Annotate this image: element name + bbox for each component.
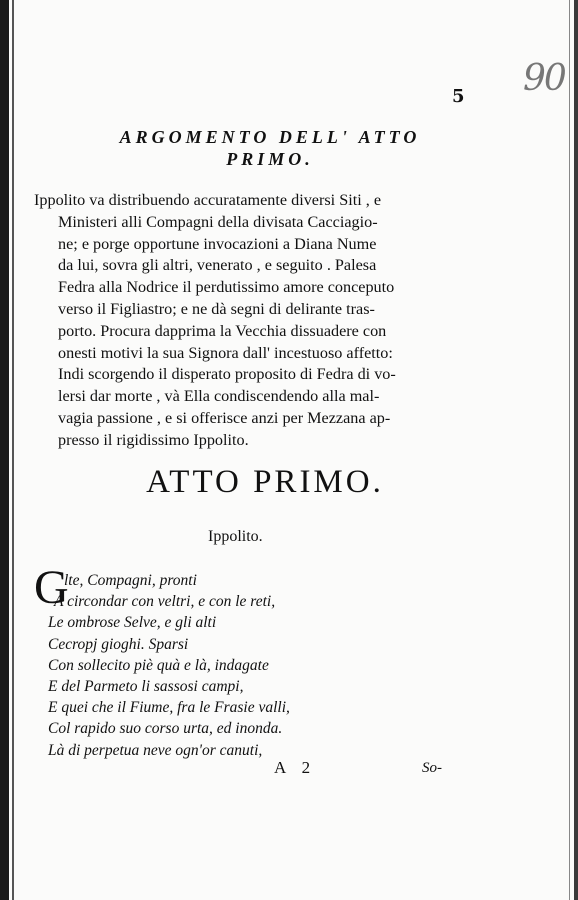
argument-line: verso il Figliastro; e ne dà segni di delirante tras- [58, 299, 375, 318]
verse-line: lte, Compagni, pronti [64, 572, 197, 589]
gutter-line [12, 0, 14, 900]
argument-line: vagia passione , e si offerisce anzi per Mezzana ap- [58, 408, 391, 427]
verse-line: Cecropj gioghi. Sparsi [48, 635, 189, 653]
catchword: So- [422, 760, 442, 776]
page-edge-shadow [574, 0, 578, 900]
drop-capital: G [34, 561, 69, 614]
argument-line: Indi scorgendo il disperato proposito di Fedra di vo- [58, 365, 396, 384]
speaker-name: Ippolito. [208, 528, 263, 545]
argument-line: onesti motivi la sua Signora dall' incestuoso affetto: [58, 343, 393, 362]
verse-line: A circondar con veltri, e con le reti, [54, 593, 276, 611]
argument-line: ne; e porge opportune invocazioni a Diana Nume [58, 234, 377, 253]
argument-line: da lui, sovra gli altri, venerato , e seguito . Palesa [58, 256, 377, 275]
page-signature: A 2 [274, 758, 317, 777]
argument-line: presso il rigidissimo Ippolito. [58, 430, 249, 449]
argument-title-line-1: ARGOMENTO DELL' ATTO [119, 127, 421, 147]
argument-title [60, 126, 480, 170]
argument-line: Ministeri alli Compagni della divisata Cacciagio- [58, 212, 378, 231]
handwritten-folio-number: 90 [523, 58, 565, 99]
argument-line: Fedra alla Nodrice il perdutissimo amore conceputo [58, 278, 395, 297]
argument-title-line-2: PRIMO. [226, 149, 314, 169]
act-heading: ATTO PRIMO. [146, 464, 384, 500]
verse-block [48, 570, 488, 761]
verse-line: Col rapido suo corso urta, ed inonda. [48, 720, 283, 738]
verse-line: Là di perpetua neve ogn'or canuti, [48, 741, 263, 759]
verse-line: Le ombrose Selve, e gli alti [48, 614, 217, 632]
verse-line: E quei che il Fiume, fra le Frasie valli, [48, 699, 290, 717]
argument-paragraph [34, 190, 486, 452]
argument-line: lersi dar morte , và Ella condiscendendo alla mal- [58, 387, 380, 406]
argument-line: porto. Procura dapprima la Vecchia dissuadere con [58, 321, 387, 340]
verse-line: E del Parmeto li sassosi campi, [48, 678, 244, 696]
verse-line: Con sollecito piè quà e là, indagate [48, 656, 269, 674]
signature-mark: 5 [452, 86, 465, 107]
gutter-shadow [0, 0, 9, 900]
page-edge-line [569, 0, 570, 900]
argument-line: Ippolito va distribuendo accuratamente diversi Siti , e [34, 191, 382, 209]
